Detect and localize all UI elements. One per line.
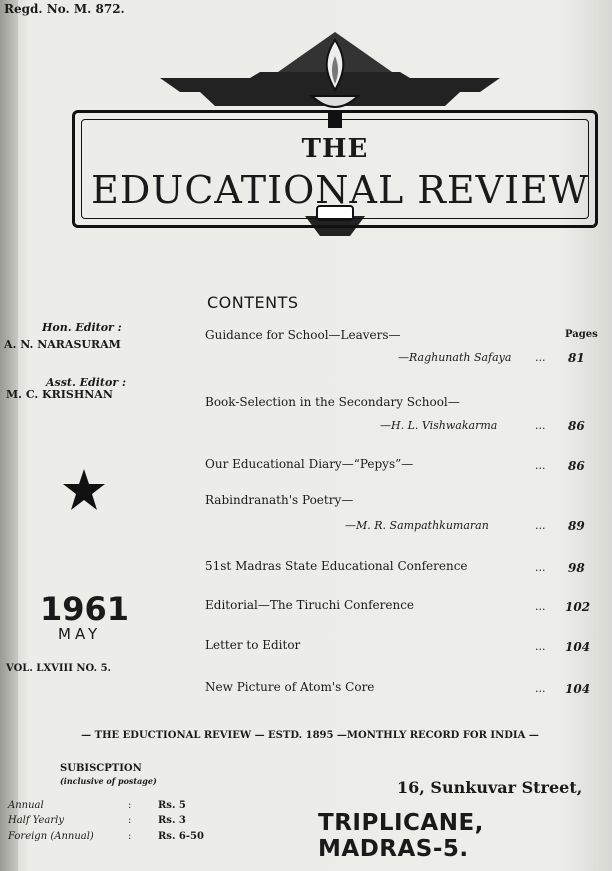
rate-label: Annual <box>8 800 44 811</box>
contents-item-page: 102 <box>565 600 591 614</box>
rate-value: Rs. 5 <box>158 800 186 811</box>
contents-item-page: 89 <box>568 519 585 533</box>
leader-dots: ... <box>535 561 546 574</box>
rate-label: Foreign (Annual) <box>8 831 94 842</box>
contents-item-author: —H. L. Vishwakarma <box>380 419 498 432</box>
star-icon <box>62 468 106 512</box>
address-city: TRIPLICANE, MADRAS-5. <box>318 810 484 862</box>
rate-colon: : <box>128 800 132 811</box>
address-street: 16, Sunkuvar Street, <box>397 778 583 797</box>
contents-item-title: 51st Madras State Educational Conference <box>205 559 468 573</box>
contents-item-page: 98 <box>568 561 585 575</box>
issue-year: 1961 <box>40 590 130 628</box>
contents-item-title: Our Educational Diary—“Pepys”— <box>205 457 414 471</box>
contents-item-author: —Raghunath Safaya <box>398 351 512 364</box>
leader-dots: ... <box>535 600 546 613</box>
contents-item-page: 104 <box>565 640 591 654</box>
leader-dots: ... <box>535 419 546 432</box>
editor-name: A. N. NARASURAM <box>4 338 121 351</box>
contents-heading: CONTENTS <box>207 293 299 312</box>
masthead-title: EDUCATIONAL REVIEW <box>91 168 589 212</box>
footer-tagline: — THE EDUCTIONAL REVIEW — ESTD. 1895 —MONTHLY RECORD FOR INDIA — <box>81 730 539 741</box>
contents-item-author: —M. R. Sampathkumaran <box>345 519 489 532</box>
contents-item-title: New Picture of Atom's Core <box>205 680 375 694</box>
contents-item-page: 81 <box>568 351 585 365</box>
subscription-heading: SUBISCPTION <box>60 763 142 774</box>
issue-month: MAY <box>58 625 102 643</box>
contents-item-page: 86 <box>568 419 585 433</box>
contents-item-title: Guidance for School—Leavers— <box>205 328 401 342</box>
binding-spine <box>0 0 18 871</box>
contents-item-title: Rabindranath's Poetry— <box>205 493 354 507</box>
subscription-note: (inclusive of postage) <box>60 776 157 786</box>
leader-dots: ... <box>535 682 546 695</box>
asst-editor-role: Asst. Editor : <box>46 376 127 389</box>
registration-number: Regd. No. M. 872. <box>4 2 125 16</box>
leader-dots: ... <box>535 351 546 364</box>
leader-dots: ... <box>535 459 546 472</box>
asst-editor-name: M. C. KRISHNAN <box>6 388 113 401</box>
contents-item-title: Letter to Editor <box>205 638 301 652</box>
rate-colon: : <box>128 815 132 826</box>
contents-item-title: Editorial—The Tiruchi Conference <box>205 598 415 612</box>
rate-value: Rs. 6-50 <box>158 831 204 842</box>
contents-item-page: 104 <box>565 682 591 696</box>
issue-volume: VOL. LXVIII NO. 5. <box>6 663 112 674</box>
rate-value: Rs. 3 <box>158 815 186 826</box>
leader-dots: ... <box>535 519 546 532</box>
masthead <box>60 30 610 250</box>
masthead-the: THE <box>301 134 369 164</box>
contents-item-page: 86 <box>568 459 585 473</box>
editor-role: Hon. Editor : <box>42 321 122 334</box>
rate-label: Half Yearly <box>8 815 65 826</box>
leader-dots: ... <box>535 640 546 653</box>
pages-label: Pages <box>565 329 598 340</box>
contents-item-title: Book-Selection in the Secondary School— <box>205 395 460 409</box>
rate-colon: : <box>128 831 132 842</box>
